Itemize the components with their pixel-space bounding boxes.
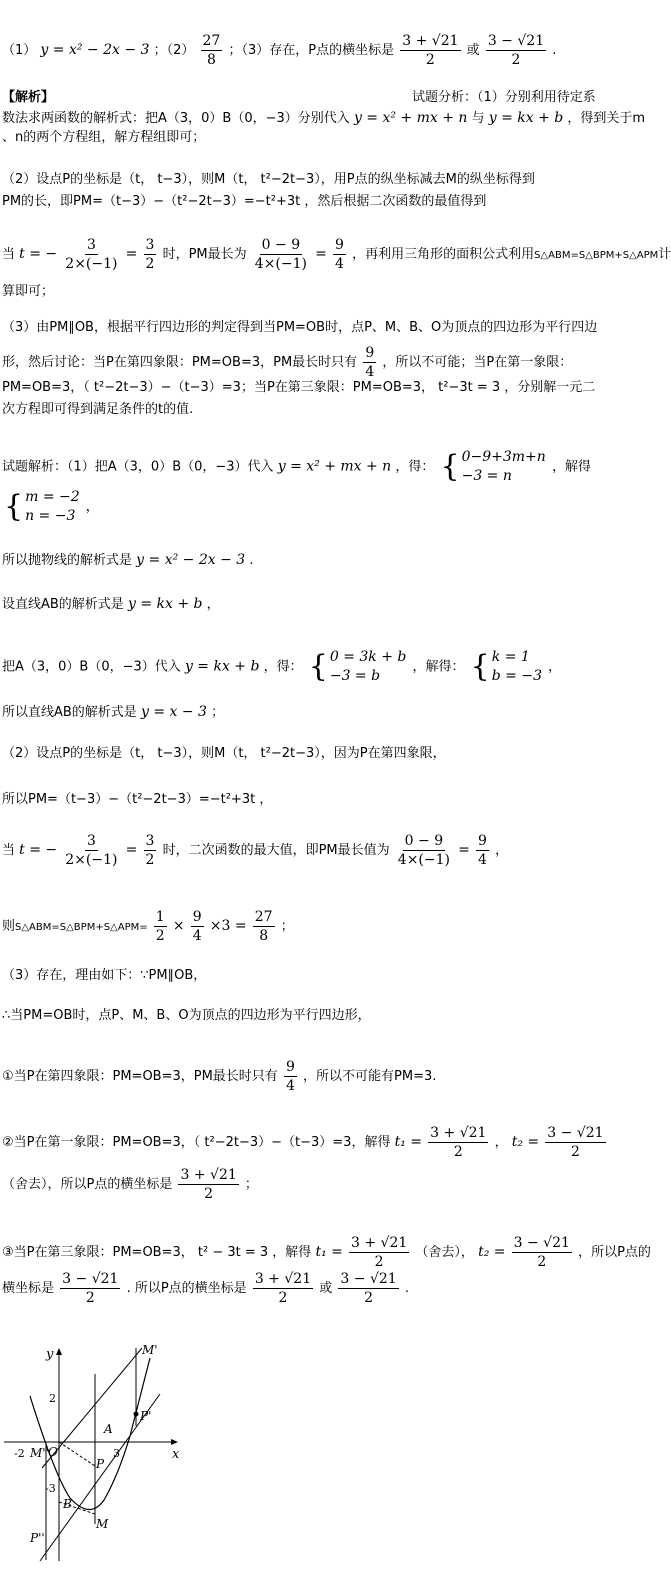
solution-s17-c: . (404, 1281, 409, 1296)
solution-line-5 (2, 648, 630, 686)
analysis-l5-d: 计 (658, 247, 671, 262)
solution-line-8: 所以PM=（t−3）−（t²−2t−3）=−t²+3t ， (2, 792, 273, 807)
solution-system-1: { 0−9+3m+n −3 = n (440, 449, 546, 484)
solution-s14-frac1: $\frac{3 + √21}{2}$ (430, 1125, 487, 1160)
solution-s4-eq: y = kx + b (127, 596, 203, 612)
tick-y-2: 2 (49, 1392, 56, 1405)
solution-s4-a: 设直线AB的解析式是 (2, 597, 124, 612)
x-axis-label: x (172, 1447, 180, 1462)
analysis-l5-s: S△ABM=S△BPM+S△APM (534, 250, 659, 261)
solution-s5-eq: y = kx + b (184, 658, 260, 675)
solution-s16-t1: t₁ = (315, 1244, 343, 1260)
solution-line-15 (2, 1166, 630, 1203)
solution-s16-frac2: $\frac{3 - √21}{2}$ (513, 1235, 570, 1270)
solution-line-1 (2, 448, 630, 486)
solution-s14-t1: t₁ = (394, 1134, 423, 1150)
solution-s9-c: ， (495, 843, 509, 858)
solution-s17-b: . 所以P点的横坐标是 (126, 1281, 247, 1296)
solution-line-6 (2, 702, 630, 723)
solution-s15-a: （舍去），所以P点的横坐标是 (2, 1177, 173, 1192)
solution-s1-a: 试题解析：（1）把A（3，0）B（0，−3）代入 (2, 459, 274, 475)
answer-or: 或 (466, 43, 480, 58)
answer-sep2: ；（3）存在，P点的横坐标是 (228, 43, 395, 58)
solution-s13-frac: $\frac{9}{4}$ (285, 1059, 295, 1094)
answer-parabola-eq: y = x² − 2x − 3 (40, 42, 150, 58)
solution-line-12: ∴当PM=OB时，点P、M、B、O为顶点的四边形为平行四边形， (2, 1008, 371, 1023)
solution-s9-eq1: = (125, 842, 138, 858)
solution-s14-t2: t₂ = (511, 1134, 540, 1150)
label-m: M (96, 1517, 109, 1531)
solution-s9-frac4: $\frac{9}{4}$ (478, 833, 487, 868)
solution-s5-a: 把A（3，0）B（0，−3）代入 (2, 659, 181, 675)
answer-line (2, 32, 630, 69)
solution-s6-eq: y = x − 3 (140, 704, 207, 720)
solution-system-4: { k = 1 b = −3 (470, 649, 542, 684)
solution-line-4 (2, 594, 630, 615)
solution-system-3: { 0 = 3k + b −3 = b (308, 649, 407, 684)
tick-y-neg3: -3 (45, 1482, 56, 1495)
label-p-double-prime: P'' (30, 1531, 45, 1545)
analysis-l5-a: 当 (2, 247, 16, 262)
solution-s9-frac2: $\frac{3}{2}$ (145, 833, 155, 868)
analysis-line-3: （2）设点P的坐标是（t， t−3），则M（t， t²−2t−3），用P点的纵坐标减去M的纵坐标得到 (2, 172, 535, 187)
solution-s10-b: ； (280, 919, 294, 934)
solution-s5-d: ， (548, 659, 562, 675)
solution-line-9 (2, 832, 630, 869)
solution-s10-frac3: $\frac{27}{8}$ (254, 909, 273, 944)
solution-s9-frac3: $\frac{0 - 9}{4\times(-1)}$ (397, 833, 450, 868)
coordinate-figure (0, 1336, 200, 1576)
analysis-line-1 (2, 108, 646, 129)
label-b: B (63, 1497, 72, 1511)
solution-s9-b: 时，二次函数的最大值，即PM最长值为 (162, 843, 390, 858)
analysis-heading (2, 88, 54, 108)
analysis-l8-a: 形，然后讨论：当P在第四象限：PM=OB=3，PM最长时只有 (2, 355, 358, 370)
solution-s17-frac1: $\frac{3 - √21}{2}$ (62, 1271, 119, 1306)
solution-s15-frac: $\frac{3 + √21}{2}$ (180, 1167, 237, 1202)
line-m-prime (42, 1348, 142, 1468)
tick-x-neg2: -2 (14, 1447, 25, 1460)
point-p-prime (134, 1412, 139, 1417)
analysis-l8-frac: $\frac{9}{4}$ (365, 345, 375, 380)
solution-s16-c: ，所以P点的 (578, 1245, 651, 1260)
label-m-double-prime: M'' (30, 1446, 49, 1460)
solution-s4-b: ， (206, 597, 220, 612)
solution-line-3 (2, 550, 630, 571)
solution-s1-b: ，得： (395, 459, 435, 475)
solution-s6-a: 所以直线AB的解析式是 (2, 705, 137, 720)
analysis-line-6: 算即可； (2, 284, 55, 299)
label-m-prime: M' (142, 1343, 158, 1357)
solution-s6-b: ； (211, 705, 225, 720)
solution-s14-a: ②当P在第一象限：PM=OB=3，（ t²−2t−3）−（t−3）=3，解得 (2, 1135, 391, 1150)
solution-s14-frac2: $\frac{3 - √21}{2}$ (547, 1125, 604, 1160)
solution-s16-t2: t₂ = (478, 1244, 506, 1260)
solution-s2-c: ， (85, 499, 99, 515)
analysis-line-10: 次方程即可得到满足条件的t的值. (2, 402, 194, 417)
solution-s10-frac2: $\frac{9}{4}$ (192, 909, 202, 944)
analysis-l1-eq1: y = x² + mx + n (353, 110, 468, 126)
solution-s10-s: S△ABM=S△BPM+S△APM= (15, 922, 148, 933)
analysis-line-4: PM的长，即PM=（t−3）−（t²−2t−3）=−t²+3t ，然后根据二次函数的最值得到 (2, 194, 487, 209)
analysis-line-9: PM=OB=3，（ t²−2t−3）−（t−3）=3；当P在第三象限：PM=OB=3， t²−3t = 3 ，分别解一元二 (2, 380, 596, 395)
analysis-line-2: 、n的两个方程组，解方程组即可； (2, 130, 206, 145)
solution-line-10 (2, 908, 630, 945)
analysis-l1-end: ，得到关于m (567, 111, 646, 126)
tick-x-3: 3 (113, 1447, 120, 1460)
solution-line-11: （3）存在，理由如下：∵PM∥OB， (2, 968, 207, 983)
analysis-l1-text: 数法求两函数的解析式：把A（3，0）B（0，−3）分别代入 (2, 111, 350, 126)
solution-s16-frac1: $\frac{3 + √21}{2}$ (351, 1235, 408, 1270)
solution-s9-frac1: $\frac{3}{2\times(-1)}$ (65, 833, 118, 868)
solution-system-2: { m = −2 n = −3 (4, 489, 80, 524)
solution-s17-a: 横坐标是 (2, 1281, 55, 1296)
analysis-l5-frac3: $\frac{0 - 9}{4\times(-1)}$ (254, 237, 307, 272)
solution-s16-a: ③当P在第三象限：PM=OB=3， t² − 3t = 3 ，解得 (2, 1245, 312, 1260)
solution-s15-b: ； (244, 1177, 258, 1192)
solution-s10-a: 则 (2, 919, 16, 934)
solution-s9-eq2: = (458, 842, 470, 858)
analysis-line-8 (2, 344, 630, 381)
solution-s1-eq: y = x² + mx + n (277, 458, 392, 475)
y-axis-arrow (56, 1348, 62, 1355)
analysis-line-7: （3）由PM∥OB，根据平行四边形的判定得到当PM=OB时，点P、M、B、O为顶点的四边形为平行四边 (2, 320, 598, 335)
solution-s9-t: t = − (19, 842, 58, 858)
answer-root-minus: $\frac{3 - √21}{2}$ (487, 33, 545, 68)
analysis-line-5 (2, 236, 671, 273)
solution-line-7: （2）设点P的坐标是（t， t−3），则M（t， t²−2t−3），因为P在第四象限， (2, 746, 446, 761)
analysis-l1-eq2: y = kx + b (488, 110, 564, 126)
solution-s3-eq: y = x² − 2x − 3 (136, 552, 246, 568)
analysis-l5-c: ，再利用三角形的面积公式利用 (352, 247, 535, 262)
answer-area-fraction: $\frac{27}{8}$ (202, 33, 221, 68)
solution-s10-y: ×3 = (209, 918, 247, 934)
analysis-l5-b: 时，PM最长为 (162, 247, 247, 262)
analysis-l5-frac1: $\frac{3}{2\times(-1)}$ (65, 237, 118, 272)
analysis-l5-t: t = − (19, 246, 58, 262)
solution-line-16 (2, 1234, 651, 1271)
dashed-ob (59, 1442, 95, 1466)
analysis-heading-right: 试题分析：（1）分别利用待定系 (412, 90, 596, 105)
solution-s1-c: ，解得 (551, 459, 591, 475)
analysis-l5-frac2: $\frac{3}{2}$ (145, 237, 155, 272)
solution-s16-b: （舍去）， (415, 1245, 474, 1260)
solution-s10-frac1: $\frac{1}{2}$ (155, 909, 165, 944)
answer-sep1: ；（2） (153, 43, 195, 58)
solution-s17-frac2: $\frac{3 + √21}{2}$ (254, 1271, 312, 1306)
analysis-l5-eq2: = (315, 246, 327, 262)
origin-label: O (48, 1445, 58, 1459)
solution-s3-b: . (249, 553, 254, 568)
answer-root-plus: $\frac{3 + √21}{2}$ (402, 33, 459, 68)
label-p-prime: P' (140, 1409, 152, 1423)
solution-s13-a: ①当P在第四象限：PM=OB=3，PM最长时只有 (2, 1069, 278, 1084)
solution-s3-a: 所以抛物线的解析式是 (2, 553, 133, 568)
analysis-l8-b: ，所以不可能；当P在第一象限： (382, 355, 573, 370)
y-axis-label: y (46, 1347, 54, 1362)
solution-s5-c: ，解得： (412, 659, 465, 675)
analysis-l5-eq: = (125, 246, 138, 262)
analysis-l1-mid: 与 (471, 111, 485, 126)
label-a: A (104, 1422, 113, 1436)
solution-s17-frac3: $\frac{3 - √21}{2}$ (340, 1271, 397, 1306)
solution-s5-b: ，得： (263, 659, 303, 675)
analysis-l5-frac4: $\frac{9}{4}$ (335, 237, 344, 272)
answer-part1-label: （1） (2, 43, 37, 58)
solution-line-17 (2, 1270, 630, 1307)
answer-end: . (552, 43, 557, 58)
solution-line-2 (2, 488, 630, 526)
label-p: P (96, 1457, 105, 1471)
solution-s13-b: ，所以不可能有PM=3. (303, 1069, 437, 1084)
solution-line-14: ②当P在第一象限：PM=OB=3，（ t²−2t−3）−（t−3）=3，解得 t₁ = $\frac{3 + √21}{2}$ ， t₂ = $\frac{3 - √21}{2}$ (2, 1125, 604, 1160)
x-axis-arrow (171, 1439, 178, 1445)
solution-s9-a: 当 (2, 843, 16, 858)
analysis-head: 【解析】 (2, 90, 55, 105)
solution-s17-or: 或 (319, 1281, 333, 1296)
solution-s10-x: × (172, 918, 185, 934)
solution-line-13 (2, 1058, 630, 1095)
